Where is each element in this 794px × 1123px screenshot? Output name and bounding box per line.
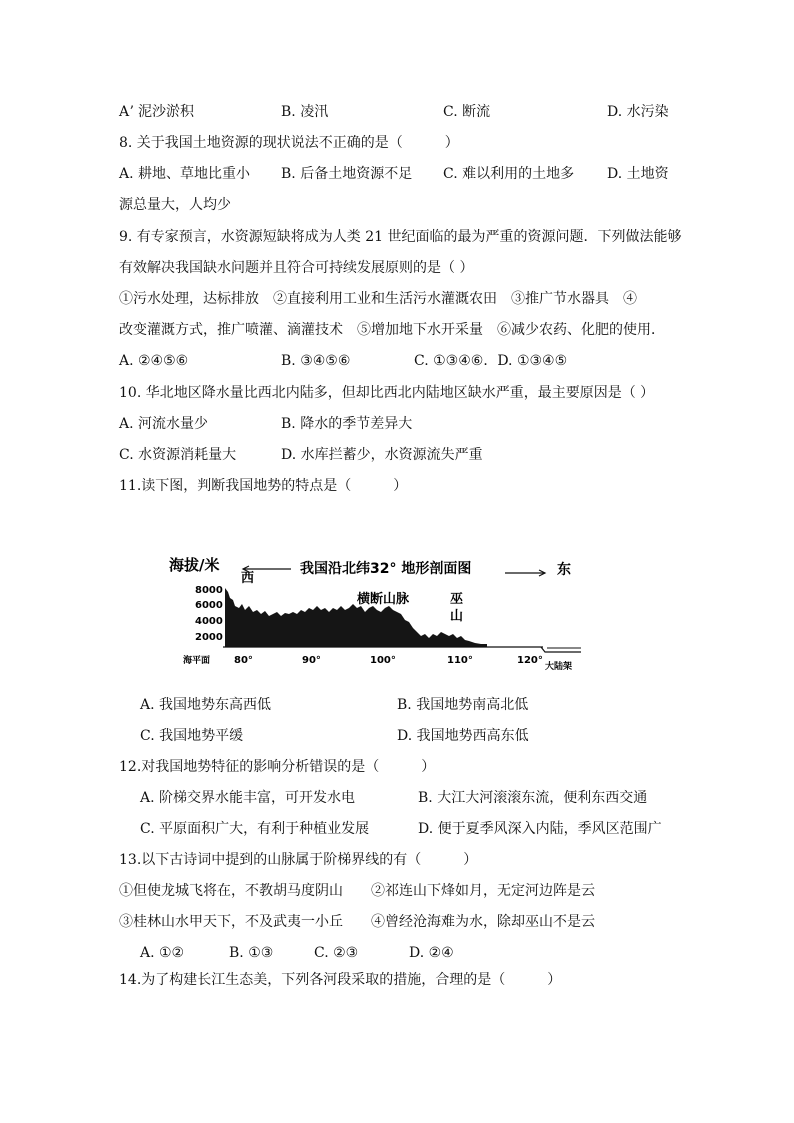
q12-option-d: D. 便于夏季风深入内陆，季风区范围广	[418, 821, 662, 837]
xtick-100: 100°	[370, 655, 396, 666]
q8-option-b: B. 后备土地资源不足	[281, 166, 413, 182]
q7-option-a: Aʼ 泥沙淤积	[119, 104, 195, 120]
q9-option-cd: C. ①③④⑥．D. ①③④⑤	[414, 353, 568, 369]
q10-option-c: C. 水资源消耗量大	[119, 447, 237, 463]
figure-ylabel: 海拔/米	[169, 556, 220, 574]
q10-option-d: D. 水库拦蓄少，水资源流失严重	[281, 447, 483, 463]
label-wushan-1: 巫	[450, 592, 464, 607]
q11-option-d: D. 我国地势西高东低	[397, 728, 529, 744]
q8-option-d-cont: 源总量大，人均少	[119, 197, 231, 213]
label-wushan-2: 山	[450, 609, 464, 624]
figure-west-label: 西	[241, 571, 255, 586]
q8-stem: 8. 关于我国土地资源的现状说法不正确的是（ ）	[119, 135, 459, 151]
q11-option-b: B. 我国地势南高北低	[397, 697, 529, 713]
q12-option-b: B. 大江大河滚滚东流，便利东西交通	[418, 790, 648, 806]
q9-option-a: A. ②④⑤⑥	[119, 353, 189, 369]
label-sea-level: 海平面	[183, 656, 211, 666]
terrain-silhouette	[225, 588, 487, 647]
xtick-110: 110°	[447, 655, 473, 666]
q9-stem-1: 9. 有专家预言，水资源短缺将成为人类 21 世纪面临的最为严重的资源问题．下列做法能够	[119, 229, 682, 245]
q13-items-1: ①但使龙城飞将在，不教胡马度阴山 ②祁连山下烽如月，无定河边阵是云	[119, 883, 595, 899]
q8-option-a: A. 耕地、草地比重小	[119, 166, 251, 182]
q10-option-a: A. 河流水量少	[119, 416, 209, 432]
ytick-2000: 2000	[195, 632, 223, 643]
xtick-80: 80°	[234, 655, 253, 666]
q7-option-c: C. 断流	[443, 104, 491, 120]
q9-items-2: 改变灌溉方式，推广喷灌、滴灌技术 ⑤增加地下水开采量 ⑥减少农药、化肥的使用．	[119, 322, 665, 338]
figure-east-label: 东	[557, 562, 571, 578]
q7-option-b: B. 凌汛	[281, 104, 329, 120]
ytick-4000: 4000	[195, 616, 223, 627]
q9-items-1: ①污水处理，达标排放 ②直接利用工业和生活污水灌溉农田 ③推广节水器具 ④	[119, 291, 637, 307]
label-hengduan: 横断山脉	[357, 592, 410, 607]
q8-option-c: C. 难以利用的土地多	[443, 166, 575, 182]
q10-stem: 10. 华北地区降水量比西北内陆多，但却比西北内陆地区缺水严重，最主要原因是（ ）	[119, 385, 655, 401]
q13-stem: 13.以下古诗词中提到的山脉属于阶梯界线的有（ ）	[119, 852, 478, 868]
q13-option-b: B. ①③	[229, 945, 274, 961]
xtick-90: 90°	[302, 655, 321, 666]
label-continental-shelf: 大陆架	[545, 662, 573, 672]
q9-option-b: B. ③④⑤⑥	[281, 353, 351, 369]
q13-option-c: C. ②③	[314, 945, 359, 961]
ytick-8000: 8000	[195, 585, 223, 596]
figure-title: 我国沿北纬32° 地形剖面图	[300, 561, 472, 577]
q14-stem: 14.为了构建长江生态美，下列各河段采取的措施，合理的是（ ）	[119, 972, 562, 988]
q7-option-d: D. 水污染	[607, 104, 669, 120]
q12-option-c: C. 平原面积广大，有利于种植业发展	[140, 821, 370, 837]
q11-option-c: C. 我国地势平缓	[140, 728, 244, 744]
q10-option-b: B. 降水的季节差异大	[281, 416, 413, 432]
q13-items-2: ③桂林山水甲天下，不及武夷一小丘 ④曾经沧海难为水，除却巫山不是云	[119, 914, 595, 930]
q12-option-a: A. 阶梯交界水能丰富，可开发水电	[140, 790, 356, 806]
q13-option-d: D. ②④	[409, 945, 454, 961]
xtick-120: 120°	[517, 655, 543, 666]
q9-stem-2: 有效解决我国缺水问题并且符合可持续发展原则的是（ ）	[119, 260, 474, 276]
q11-stem: 11.读下图，判断我国地势的特点是（ ）	[119, 478, 408, 494]
q11-option-a: A. 我国地势东高西低	[140, 697, 272, 713]
ytick-6000: 6000	[195, 600, 223, 611]
terrain-profile-figure	[165, 548, 595, 676]
q13-option-a: A. ①②	[140, 945, 185, 961]
q12-stem: 12.对我国地势特征的影响分析错误的是（ ）	[119, 759, 436, 775]
q8-option-d: D. 土地资	[607, 166, 669, 182]
